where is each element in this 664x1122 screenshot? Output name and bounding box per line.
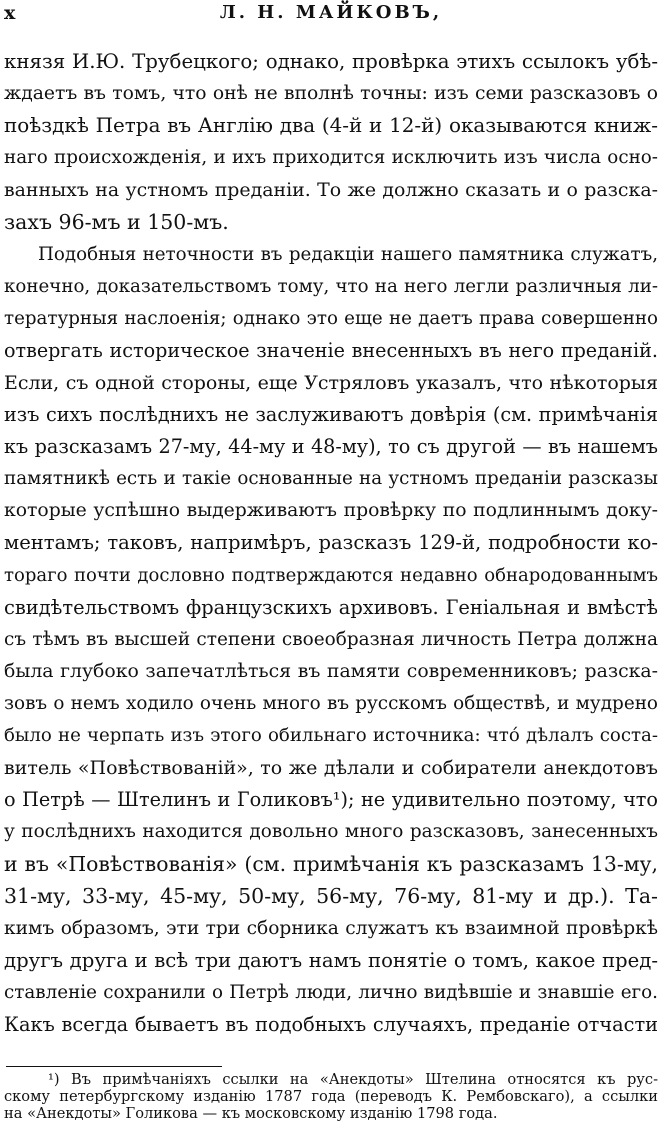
text-line: зовъ о немъ ходило очень много въ русскомъ обществѣ, и мудрено bbox=[4, 692, 658, 714]
text-line: ванныхъ на устномъ преданіи. То же должно сказать и о разска- bbox=[4, 179, 658, 202]
footnote-line: скому петербургскому изданію 1787 года (переводъ К. Рембовскаго), а ссылки bbox=[4, 1088, 658, 1105]
text-line: тораго почти дословно подтверждаются недавно обнародованнымъ bbox=[4, 564, 658, 586]
text-line: и въ «Повѣствованія» (см. примѣчанія къ разсказамъ 13-му, bbox=[4, 852, 658, 877]
text-line: кимъ образомъ, эти три сборника служатъ къ взаимной провѣркѣ bbox=[4, 917, 658, 939]
text-line: поѣздкѣ Петра въ Англію два (4-й и 12-й) оказываются книж- bbox=[4, 114, 658, 138]
text-line: была глубоко запечатлѣться въ памяти современниковъ; разска- bbox=[4, 660, 658, 682]
text-line: о Петрѣ — Штелинъ и Голиковъ¹); не удивительно поэтому, что bbox=[4, 788, 658, 812]
text-line: у послѣднихъ находится довольно много разсказовъ, занесенныхъ bbox=[4, 821, 658, 843]
footnote-divider bbox=[6, 1066, 222, 1067]
text-line: было не черпать изъ этого обильнаго источника: что́ дѣлалъ соста- bbox=[4, 724, 658, 746]
page-header bbox=[4, 2, 658, 26]
text-line: конечно, доказательствомъ тому, что на него легли различныя ли- bbox=[4, 275, 658, 297]
text-line: наго происхожденія, и ихъ приходится исключить изъ числа осно- bbox=[4, 147, 658, 169]
text-line: которые успѣшно выдерживаютъ провѣрку по подлиннымъ доку- bbox=[4, 500, 658, 522]
text-line: отвергать историческое значеніе внесенныхъ въ него преданій. bbox=[4, 338, 658, 362]
text-line: витель «Повѣствованій», то же дѣлали и собиратели анекдотовъ bbox=[4, 757, 658, 780]
text-line: ставленіе сохранили о Петрѣ люди, лично видѣвшіе и знавшіе его. bbox=[4, 981, 658, 1003]
text-line: памятникѣ есть и такіе основанные на устномъ преданіи разсказы bbox=[4, 468, 658, 490]
text-line: ждаетъ въ томъ, что онѣ не вполнѣ точны: изъ семи разсказовъ о bbox=[4, 83, 658, 105]
text-line: Какъ всегда бываетъ въ подобныхъ случаяхъ, преданіе отчасти bbox=[4, 1012, 658, 1036]
text-line: другъ друга и всѣ три даютъ намъ понятіе о томъ, какое пред- bbox=[4, 948, 658, 972]
text-line: къ разсказамъ 27-му, 44-му и 48-му), то съ другой — въ нашемъ bbox=[4, 435, 658, 459]
text-line: свидѣтельствомъ французскихъ архивовъ. Геніальная и вмѣстѣ bbox=[4, 595, 658, 619]
running-head: Л. Н. МАЙКОВЪ, bbox=[219, 2, 443, 23]
body-text bbox=[4, 46, 658, 1041]
text-line: изъ сихъ послѣднихъ не заслуживаютъ довѣрія (см. примѣчанія bbox=[4, 403, 658, 427]
text-line: захъ 96-мъ и 150-мъ. bbox=[4, 210, 229, 235]
footnote bbox=[4, 1072, 658, 1122]
footnote-line: ¹) Въ примѣчаніяхъ ссылки на «Анекдоты» Штелина относятся къ рус- bbox=[48, 1072, 658, 1088]
text-line: князя И.Ю. Трубецкого; однако, провѣрка этихъ ссылокъ убѣ- bbox=[4, 50, 658, 73]
footnote-line: на «Анекдоты» Голикова — къ московскому изданію 1798 года. bbox=[4, 1105, 498, 1122]
text-line: тературныя наслоенія; однако это еще не даетъ права совершенно bbox=[4, 307, 658, 329]
page-number: x bbox=[4, 2, 17, 24]
text-line: Подобныя неточности въ редакціи нашего памятника служатъ, bbox=[38, 243, 658, 265]
text-line: 31-му, 33-му, 45-му, 50-му, 56-му, 76-му, 81-му и др.). Та- bbox=[4, 884, 658, 909]
text-line: съ тѣмъ въ высшей степени своеобразная личность Петра должна bbox=[4, 628, 658, 650]
text-line: Если, съ одной стороны, еще Устряловъ указалъ, что нѣкоторыя bbox=[4, 371, 658, 394]
text-line: ментамъ; таковъ, напримѣръ, разсказъ 129-й, подробности ко- bbox=[4, 531, 658, 555]
